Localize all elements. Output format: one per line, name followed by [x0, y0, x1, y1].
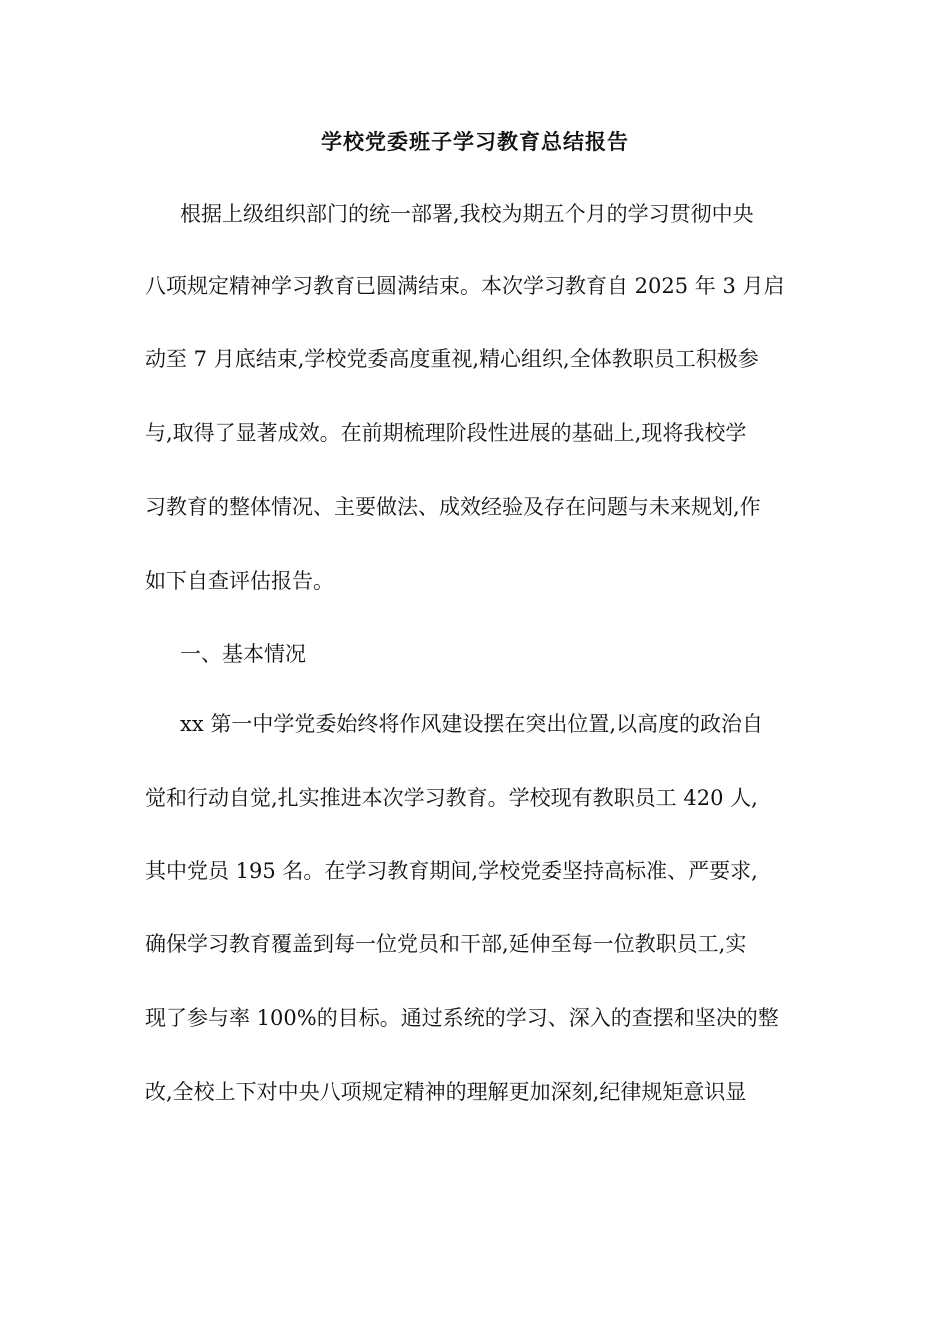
paragraph-line: 动至 7 月底结束,学校党委高度重视,精心组织,全体教职员工积极参 [145, 347, 759, 371]
paragraph-line: 觉和行动自觉,扎实推进本次学习教育。学校现有教职员工 420 人, [145, 786, 758, 810]
paragraph-line: 确保学习教育覆盖到每一位党员和干部,延伸至每一位教职员工,实 [145, 932, 747, 956]
section-heading: 一、基本情况 [180, 642, 306, 666]
paragraph-line: 习教育的整体情况、主要做法、成效经验及存在问题与未来规划,作 [145, 495, 761, 519]
paragraph-line: xx 第一中学党委始终将作风建设摆在突出位置,以高度的政治自 [180, 712, 764, 736]
paragraph-line: 现了参与率 100%的目标。通过系统的学习、深入的查摆和坚决的整 [145, 1006, 779, 1030]
paragraph-line: 根据上级组织部门的统一部署,我校为期五个月的学习贯彻中央 [180, 202, 754, 226]
paragraph-line: 其中党员 195 名。在学习教育期间,学校党委坚持高标准、严要求, [145, 859, 758, 883]
paragraph-line: 如下自查评估报告。 [145, 569, 334, 593]
paragraph-line: 改,全校上下对中央八项规定精神的理解更加深刻,纪律规矩意识显 [145, 1080, 747, 1104]
document-title: 学校党委班子学习教育总结报告 [321, 129, 629, 154]
paragraph-line: 八项规定精神学习教育已圆满结束。本次学习教育自 2025 年 3 月启 [145, 274, 785, 298]
paragraph-line: 与,取得了显著成效。在前期梳理阶段性进展的基础上,现将我校学 [145, 421, 747, 445]
